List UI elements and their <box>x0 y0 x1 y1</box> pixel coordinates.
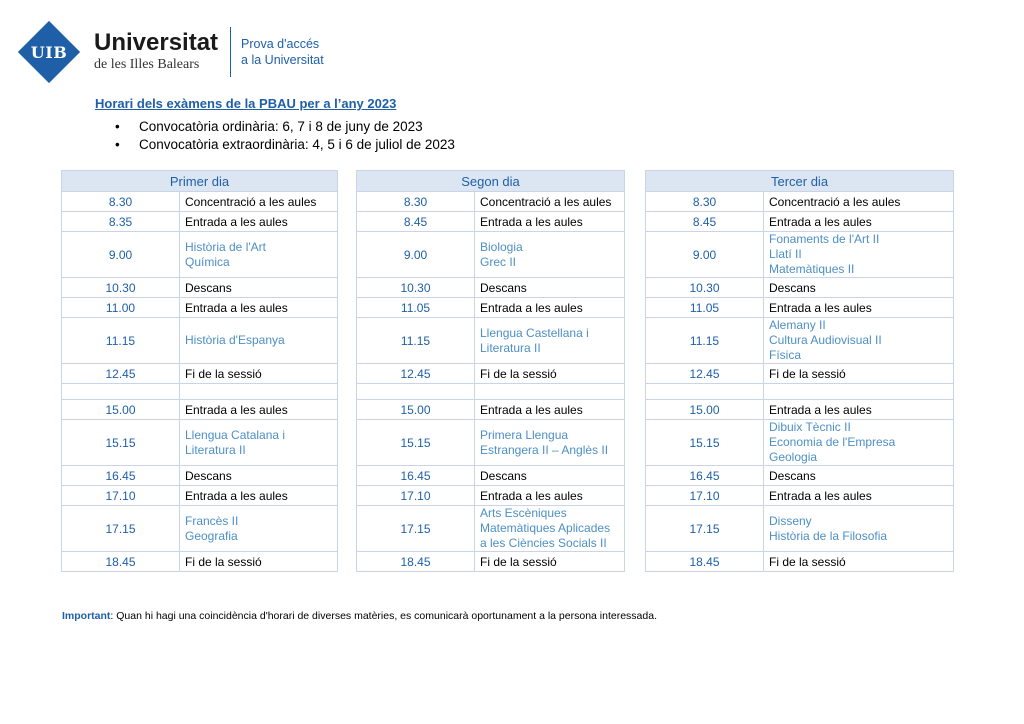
subjects-cell <box>475 506 625 552</box>
table-row <box>357 486 625 506</box>
activity-cell: Entrada a les aules <box>180 486 338 506</box>
time-cell: 12.45 <box>357 364 475 384</box>
subject-name: Francès II <box>185 513 239 528</box>
time-cell: 15.00 <box>62 400 180 420</box>
time-cell: 9.00 <box>62 232 180 278</box>
subjects-cell <box>180 506 338 552</box>
session-dates-list <box>115 118 455 154</box>
time-cell: 8.45 <box>646 212 764 232</box>
university-subtitle: de les Illes Balears <box>94 57 200 72</box>
page-header <box>18 22 324 82</box>
time-cell: 16.45 <box>646 466 764 486</box>
time-cell: 17.10 <box>646 486 764 506</box>
activity-cell: Fi de la sessió <box>180 552 338 572</box>
time-cell: 8.35 <box>62 212 180 232</box>
time-cell: 9.00 <box>357 232 475 278</box>
activity-cell: Concentració a les aules <box>764 192 954 212</box>
table-row <box>357 212 625 232</box>
subject-name: Cultura Audiovisual II <box>769 333 882 347</box>
subjects-cell <box>475 232 625 278</box>
time-cell: 15.00 <box>646 400 764 420</box>
activity-cell: Entrada a les aules <box>180 400 338 420</box>
table-row <box>646 552 954 572</box>
table-row <box>646 466 954 486</box>
time-cell: 11.15 <box>357 318 475 364</box>
activity-cell: Descans <box>764 278 954 298</box>
activity-cell: Entrada a les aules <box>180 212 338 232</box>
schedule-table-day-2 <box>356 170 625 572</box>
subject-name: Estrangera II – Anglès II <box>480 442 609 457</box>
activity-cell: Entrada a les aules <box>475 298 625 318</box>
subject-name: Història de l'Art <box>185 239 266 254</box>
time-cell: 11.15 <box>646 318 764 364</box>
logo-text: UIB <box>30 42 68 62</box>
table-row <box>62 192 338 212</box>
tagline-line-2: a la Universitat <box>241 53 324 67</box>
table-row <box>62 506 338 552</box>
tagline <box>241 36 324 68</box>
time-cell: 17.15 <box>62 506 180 552</box>
day-heading: Primer dia <box>62 171 338 192</box>
tagline-line-1: Prova d'accés <box>241 37 320 51</box>
time-cell: 11.05 <box>646 298 764 318</box>
table-row <box>357 232 625 278</box>
table-row <box>62 232 338 278</box>
time-cell: 18.45 <box>357 552 475 572</box>
list-item-text: Convocatòria extraordinària: 4, 5 i 6 de juliol de 2023 <box>139 137 455 152</box>
time-cell: 8.30 <box>357 192 475 212</box>
table-row <box>646 192 954 212</box>
activity-cell: Descans <box>475 278 625 298</box>
table-row <box>357 192 625 212</box>
activity-cell: Entrada a les aules <box>475 212 625 232</box>
time-cell: 16.45 <box>357 466 475 486</box>
list-item <box>115 136 455 154</box>
table-row <box>62 278 338 298</box>
time-cell: 10.30 <box>646 278 764 298</box>
time-cell: 10.30 <box>62 278 180 298</box>
time-cell: 9.00 <box>646 232 764 278</box>
subject-name: Química <box>185 254 230 269</box>
table-row <box>646 318 954 364</box>
time-cell: 8.45 <box>357 212 475 232</box>
activity-cell: Entrada a les aules <box>764 486 954 506</box>
table-row <box>357 466 625 486</box>
subjects-cell <box>180 232 338 278</box>
table-row <box>357 318 625 364</box>
activity-cell: Concentració a les aules <box>475 192 625 212</box>
time-cell: 10.30 <box>357 278 475 298</box>
activity-cell: Fi de la sessió <box>475 364 625 384</box>
subject-name: Geologia <box>769 450 818 464</box>
activity-cell: Fi de la sessió <box>764 364 954 384</box>
table-row <box>646 298 954 318</box>
activity-cell: Concentració a les aules <box>180 192 338 212</box>
subject-name: Fonaments de l'Art II <box>769 232 880 246</box>
list-item <box>115 118 455 136</box>
university-name-block <box>94 31 218 73</box>
subject-name: a les Ciències Socials II <box>480 536 607 550</box>
subjects-cell <box>475 420 625 466</box>
time-cell: 12.45 <box>62 364 180 384</box>
page-title: Horari dels exàmens de la PBAU per a l’any 2023 <box>95 96 397 111</box>
table-gap-row <box>357 384 625 400</box>
subjects-cell <box>180 318 338 364</box>
subject-name: Literatura II <box>185 442 246 457</box>
table-row <box>646 212 954 232</box>
schedule-table-day-3 <box>645 170 954 572</box>
time-cell: 17.15 <box>646 506 764 552</box>
time-cell: 17.10 <box>357 486 475 506</box>
subject-name: Biologia <box>480 239 523 254</box>
subject-name: Història d'Espanya <box>185 333 285 347</box>
university-name: Universitat <box>94 29 219 56</box>
activity-cell: Entrada a les aules <box>475 400 625 420</box>
subjects-cell <box>764 420 954 466</box>
subjects-cell <box>475 318 625 364</box>
subject-name: Matemàtiques II <box>769 262 855 276</box>
subject-name: Literatura II <box>480 340 541 355</box>
subject-name: Història de la Filosofia <box>769 528 888 543</box>
activity-cell: Entrada a les aules <box>764 212 954 232</box>
table-row <box>646 486 954 506</box>
table-row <box>62 400 338 420</box>
activity-cell: Fi de la sessió <box>764 552 954 572</box>
table-row <box>646 400 954 420</box>
uib-logo <box>18 21 80 83</box>
activity-cell: Entrada a les aules <box>764 298 954 318</box>
header-divider <box>230 27 231 77</box>
table-row <box>62 486 338 506</box>
day-heading: Tercer dia <box>646 171 954 192</box>
subject-name: Dibuix Tècnic II <box>769 420 851 434</box>
subject-name: Geografia <box>185 528 238 543</box>
time-cell: 17.15 <box>357 506 475 552</box>
activity-cell: Fi de la sessió <box>475 552 625 572</box>
time-cell: 15.15 <box>646 420 764 466</box>
table-row <box>62 318 338 364</box>
time-cell: 11.15 <box>62 318 180 364</box>
time-cell: 17.10 <box>62 486 180 506</box>
subject-name: Matemàtiques Aplicades <box>480 521 611 535</box>
subject-name: Llengua Catalana i <box>185 427 286 442</box>
time-cell: 15.15 <box>357 420 475 466</box>
table-row <box>646 420 954 466</box>
table-row <box>357 364 625 384</box>
table-row <box>62 466 338 486</box>
time-cell: 12.45 <box>646 364 764 384</box>
bullet-icon: • <box>115 119 120 134</box>
important-note <box>62 610 657 622</box>
subjects-cell <box>180 420 338 466</box>
schedule-table-day-1 <box>61 170 338 572</box>
time-cell: 15.15 <box>62 420 180 466</box>
table-row <box>646 364 954 384</box>
table-row <box>357 400 625 420</box>
table-row <box>62 298 338 318</box>
table-row <box>62 212 338 232</box>
subject-name: Grec II <box>480 254 517 269</box>
table-row <box>62 364 338 384</box>
time-cell: 18.45 <box>62 552 180 572</box>
subject-name: Llatí II <box>769 247 802 261</box>
time-cell: 11.00 <box>62 298 180 318</box>
time-cell: 15.00 <box>357 400 475 420</box>
subject-name: Física <box>769 348 802 362</box>
table-row <box>357 506 625 552</box>
subjects-cell <box>764 318 954 364</box>
subjects-cell <box>764 232 954 278</box>
subject-name: Primera Llengua <box>480 427 569 442</box>
time-cell: 11.05 <box>357 298 475 318</box>
table-row <box>646 278 954 298</box>
bullet-icon: • <box>115 137 120 152</box>
table-row <box>357 420 625 466</box>
activity-cell: Entrada a les aules <box>475 486 625 506</box>
time-cell: 16.45 <box>62 466 180 486</box>
subject-name: Alemany II <box>769 318 826 332</box>
subject-name: Economia de l'Empresa <box>769 435 896 449</box>
time-cell: 8.30 <box>62 192 180 212</box>
table-row <box>357 278 625 298</box>
activity-cell: Descans <box>475 466 625 486</box>
time-cell: 8.30 <box>646 192 764 212</box>
table-row <box>646 232 954 278</box>
subject-name: Arts Escèniques <box>480 506 567 520</box>
list-item-text: Convocatòria ordinària: 6, 7 i 8 de juny de 2023 <box>139 119 423 134</box>
table-row <box>357 552 625 572</box>
table-gap-row <box>62 384 338 400</box>
note-text: : Quan hi hagi una coincidència d'horari de diverses matèries, es comunicarà oportunament a la persona interessada. <box>110 610 657 622</box>
activity-cell: Descans <box>180 466 338 486</box>
subject-name: Disseny <box>769 513 812 528</box>
table-row <box>62 552 338 572</box>
activity-cell: Descans <box>180 278 338 298</box>
day-heading: Segon dia <box>357 171 625 192</box>
table-gap-row <box>646 384 954 400</box>
time-cell: 18.45 <box>646 552 764 572</box>
activity-cell: Entrada a les aules <box>180 298 338 318</box>
table-row <box>646 506 954 552</box>
note-label: Important <box>62 610 111 622</box>
table-row <box>357 298 625 318</box>
subject-name: Llengua Castellana i <box>480 325 589 340</box>
activity-cell: Entrada a les aules <box>764 400 954 420</box>
subjects-cell <box>764 506 954 552</box>
activity-cell: Descans <box>764 466 954 486</box>
table-row <box>62 420 338 466</box>
activity-cell: Fi de la sessió <box>180 364 338 384</box>
